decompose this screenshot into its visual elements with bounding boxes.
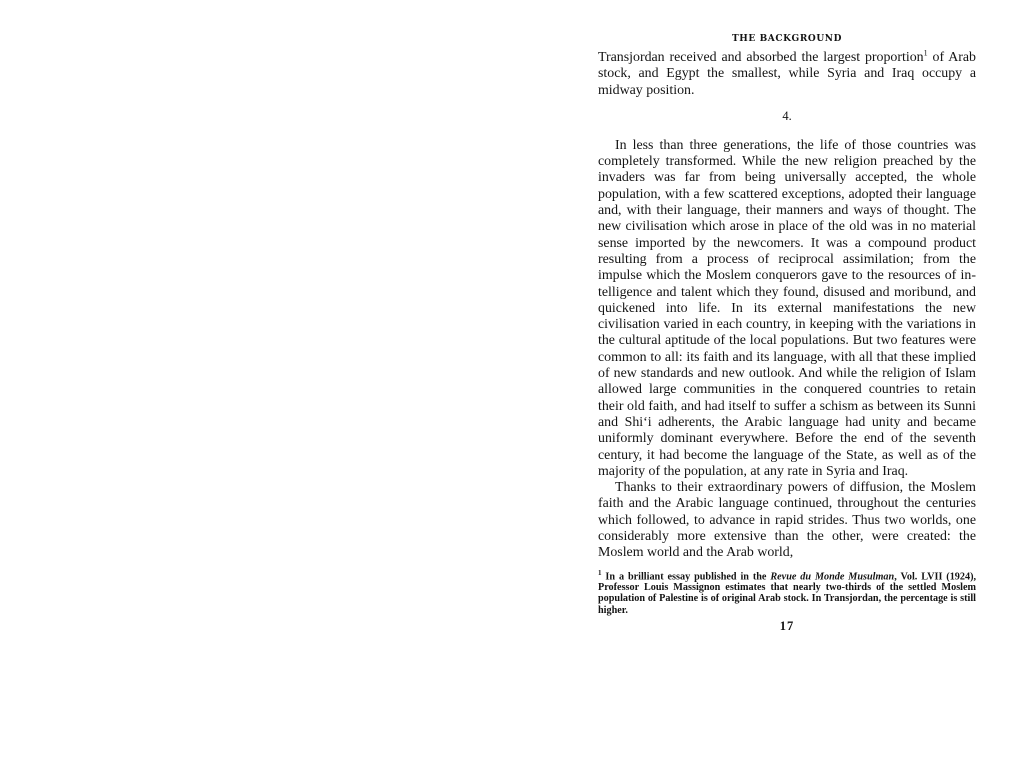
running-head: THE BACKGROUND [731, 34, 843, 44]
book-page [598, 34, 976, 634]
footnote-text-continued: , Vol. LVII (1924), Professor Louis Massignon estimates that nearly two-thirds of the settled Moslem population of Palestine is of original Arab stock. In Transjordan, the percentage is still higher. [598, 571, 977, 616]
footnote-reference: 1 [923, 48, 928, 58]
footnote-text: In a brilliant essay published in the [601, 571, 771, 582]
footnote-journal-title: Revue du Monde Musulman [770, 571, 895, 582]
opening-paragraph [598, 50, 976, 99]
opening-text: Transjordan received and absorbed the largest proportion [598, 50, 924, 65]
footnote [598, 568, 976, 616]
section-number: 4. [782, 108, 792, 123]
paragraph: Thanks to their extraordinary powers of diffusion, the Moslem faith and the Arabic language continued, throughout the centuries which followed, to advance in rapid strides. Thus two worlds, one considerably more extensive than the other, were created: the Moslem world and the Arab world, [598, 480, 976, 561]
footnote-marker: 1 [598, 568, 602, 577]
opening-text-continued: of Arab stock, and Egypt the smallest, while Syria and Iraq occupy a midway position. [598, 50, 976, 98]
paragraph: In less than three generations, the life of those countries was completely transformed. While the new religion preached by the invaders was far from being universally accepted, the whole population, with a few scattered exceptions, adopted their language and, with their language, their manners and ways of thought. The new civilisation which arose in place of the old was in no material sense imported by the newcomers. It was a compound product resulting from a process of reciprocal assimilation; from the impulse which the Moslem conquerors gave to the resources of intelligence and talent which they found, disused and moribund, and quickened into life. In its external manifestations the new civilisation varied in each country, in keeping with the variations in the cultural aptitude of the local populations. But two features were common to all: its faith and its language, with all that these implied of new standards and new outlook. And while the religion of Islam allowed large communities in the conquered countries to retain their old faith, and had itself to suffer a schism as between its Sunni and Shi‘i adherents, the Arabic language had unity and became uniformly dominant everywhere. Before the end of the seventh century, it had become the language of the State, as well as of the majority of the population, at any rate in Syria and Iraq. [598, 137, 976, 479]
page-number: 17 [779, 618, 795, 633]
